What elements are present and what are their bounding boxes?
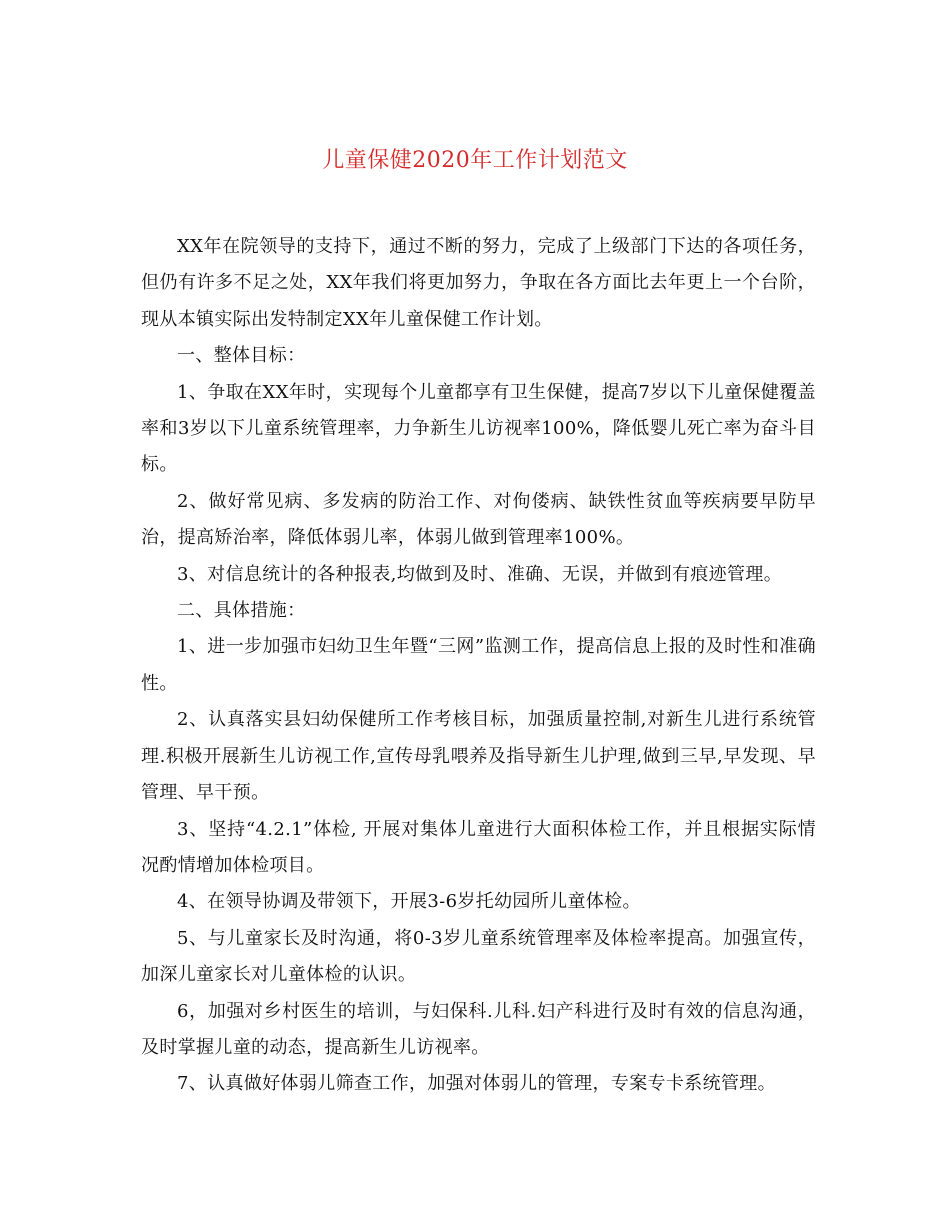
measure-item-7: 7、认真做好体弱儿筛查工作，加强对体弱儿的管理，专案专卡系统管理。	[177, 1073, 776, 1095]
document-title: 儿童保健2020年工作计划范文	[322, 148, 628, 173]
goal-item-1: 1、争取在XX年时，实现每个儿童都享有卫生保健，提高7岁以下儿童保健覆盖率和3岁以下儿童系统管理率，力争新生儿访视率100%，降低婴儿死亡率为奋斗目标。	[141, 381, 816, 476]
section-heading-specific-measures: 二、具体措施：	[177, 600, 306, 622]
measure-item-2: 2、认真落实县妇幼保健所工作考核目标，加强质量控制,对新生儿进行系统管理.积极开展新生儿访视工作,宣传母乳喂养及指导新生儿护理,做到三早,早发现、早管理、早干预。	[141, 709, 816, 804]
goal-item-2: 2、做好常见病、多发病的防治工作、对佝偻病、缺铁性贫血等疾病要早防早治，提高矫治率，降低体弱儿率，体弱儿做到管理率100%。	[141, 490, 816, 549]
measure-item-1: 1、进一步加强市妇幼卫生年暨“三网”监测工作，提高信息上报的及时性和准确性。	[141, 636, 816, 694]
goal-item-3: 3、对信息统计的各种报表,均做到及时、准确、无误，并做到有痕迹管理。	[177, 563, 783, 585]
measure-item-4: 4、在领导协调及带领下，开展3-6岁托幼园所儿童体检。	[177, 891, 641, 913]
intro-paragraph: XX年在院领导的支持下，通过不断的努力，完成了上级部门下达的各项任务，但仍有许多不足之处，XX年我们将更加努力，争取在各方面比去年更上一个台阶，现从本镇实际出发特制定XX年儿童保健工作计划。	[141, 236, 816, 330]
measure-item-5: 5、与儿童家长及时沟通，将0-3岁儿童系统管理率及体检率提高。加强宣传，加深儿童家长对儿童体检的认识。	[141, 927, 816, 986]
measure-item-6: 6，加强对乡村医生的培训，与妇保科.儿科.妇产科进行及时有效的信息沟通，及时掌握儿童的动态，提高新生儿访视率。	[141, 1000, 816, 1058]
measure-item-3: 3、坚持“4.2.1”体检, 开展对集体儿童进行大面积体检工作，并且根据实际情况酌情增加体检项目。	[141, 818, 816, 876]
document-body	[141, 229, 816, 1103]
section-heading-overall-goals: 一、整体目标：	[177, 345, 306, 367]
